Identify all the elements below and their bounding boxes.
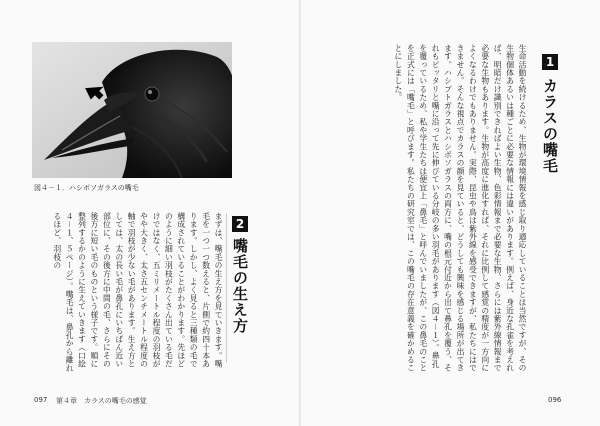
chapter-body-text: 生命活動を続けるため、生物が環境情報を感じ取り適応していることは当然ですが、その生物個体あるいは種ごとに必要な情報には違いがあります。例えば、身近な孔雀を考えれば、明暗だけ識別できればよい生物、色彩情報まで必要な生物、さらには紫外線情報まで必要な生物もあります。生物が高度に進化すれば、それに比例して感覚の精度が一方向によくなるわけでもありません。実際、昆虫や鳥は紫外線を感受できますが、私たちにはできません。そんな視点でカラスの顔を見ていると、どうしても興味を感じる場所が出てきます。ハシブトガラスとハシボソガラスの両方に、嘴の根元付近から出て鼻孔を覆う、それもピッタリと嘴に沿って先に伸びている分岐の多い羽毛があります（図４－１）。鼻孔を覆っているため、私や学生たちは便宜上「鼻毛」と呼んでいましたが、この鼻毛のことを正式には「嘴毛」と呼びます。私たちの研究室では、この嘴毛の存在意義を確かめることにしました。 <box>393 44 527 372</box>
page-number-right: 096 <box>548 396 562 404</box>
figure-caption: 図４－１．ハシボソガラスの嘴毛 <box>34 184 139 192</box>
section-title: 嘴毛の生え方 <box>231 238 249 334</box>
crow-photo <box>32 42 232 178</box>
divider <box>226 213 227 363</box>
crow-illustration <box>32 42 232 178</box>
page-number-left: 097 <box>34 396 48 404</box>
running-head: 第４章 カラスの嘴毛の感覚 <box>56 397 147 405</box>
chapter-number-badge: 1 <box>542 54 558 70</box>
section-body-text: まずは、嘴毛の生え方を見ていきます。嘴毛を一つ一つ数えると、片側で約四十本あります。しかし、よく見ると三種類の毛で構成されていることがわかります。先ほどのように細い羽枝がたくさん出ている毛だけではなく、五ミリメートル程度の羽枝がやや大きく、太さ五センチメートル程度の軸で羽枝が少ない毛があります。生え方としては、太の長い毛が鼻孔にいちばん近い部位に、その後方に中間の毛、さらにその後方に短い毛のものという様子です。順に整列するかのように生えていきます（口絵４－１、５ページ）。嘴毛は、鼻孔から離れるほど、羽枝の <box>52 212 223 373</box>
section-number-badge: 2 <box>232 216 248 232</box>
book-gutter <box>299 0 301 426</box>
chapter-title: カラスの嘴毛 <box>541 78 559 174</box>
